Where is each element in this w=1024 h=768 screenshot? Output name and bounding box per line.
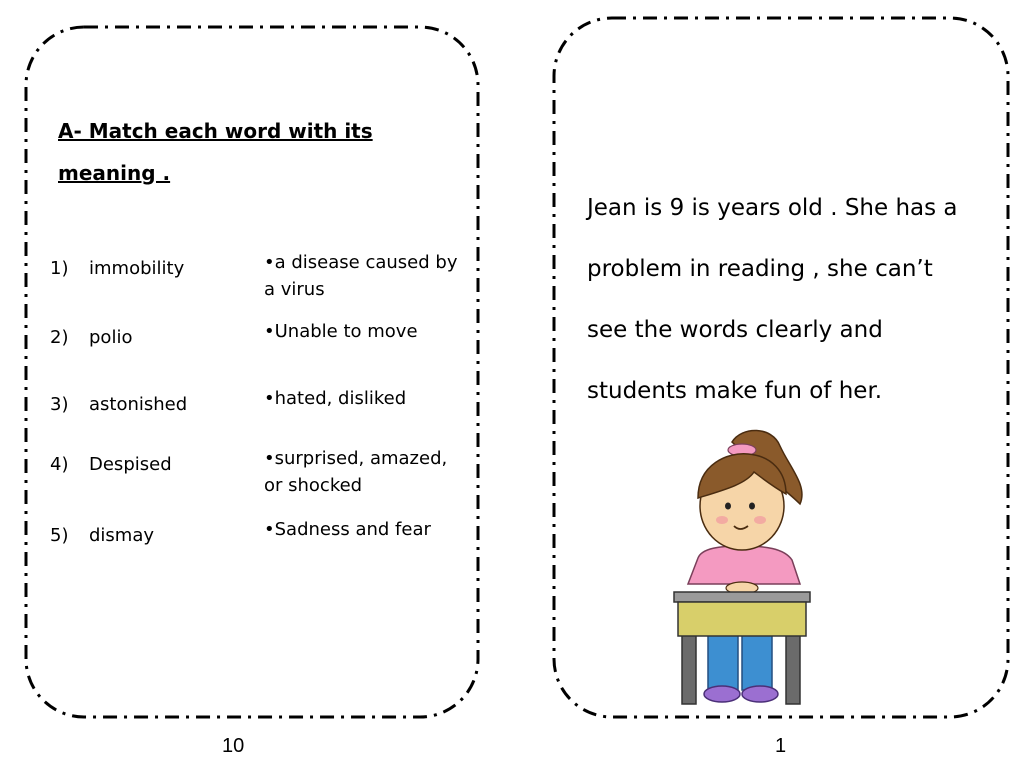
desk-leg-left xyxy=(682,630,696,704)
girl-at-desk-illustration xyxy=(668,428,818,708)
item-meaning: •Unable to move xyxy=(264,321,418,342)
item-number: 2) xyxy=(50,327,69,348)
item-number: 3) xyxy=(50,394,69,415)
cheek-left xyxy=(716,516,728,524)
item-word: immobility xyxy=(89,258,185,279)
desk-front xyxy=(678,602,806,636)
item-number: 1) xyxy=(50,258,69,279)
item-word: polio xyxy=(89,327,133,348)
page-number-right: 1 xyxy=(775,735,787,757)
cheek-right xyxy=(754,516,766,524)
item-meaning: •a disease caused by a virus xyxy=(264,252,458,300)
item-number: 4) xyxy=(50,454,69,475)
item-word: dismay xyxy=(89,525,155,546)
desk-top xyxy=(674,592,810,602)
story-text: Jean is 9 is years old . She has a problem in reading , she can’t see the words clearly and students make fun of her. xyxy=(587,195,958,404)
shoe-right xyxy=(742,686,778,702)
jeans-right xyxy=(742,628,772,690)
shirt xyxy=(688,546,800,584)
item-meaning: •hated, disliked xyxy=(264,388,407,409)
desk-leg-right xyxy=(786,630,800,704)
eye-left xyxy=(725,503,731,510)
jeans-left xyxy=(708,628,738,690)
page-number-left: 10 xyxy=(222,735,245,757)
item-meaning: •Sadness and fear xyxy=(264,519,431,540)
item-number: 5) xyxy=(50,525,69,546)
exercise-title: A- Match each word with its meaning . xyxy=(58,119,373,185)
item-word: Despised xyxy=(89,454,172,475)
item-meaning: •surprised, amazed, or shocked xyxy=(264,448,448,496)
eye-right xyxy=(749,503,755,510)
shoe-left xyxy=(704,686,740,702)
item-word: astonished xyxy=(89,394,188,415)
